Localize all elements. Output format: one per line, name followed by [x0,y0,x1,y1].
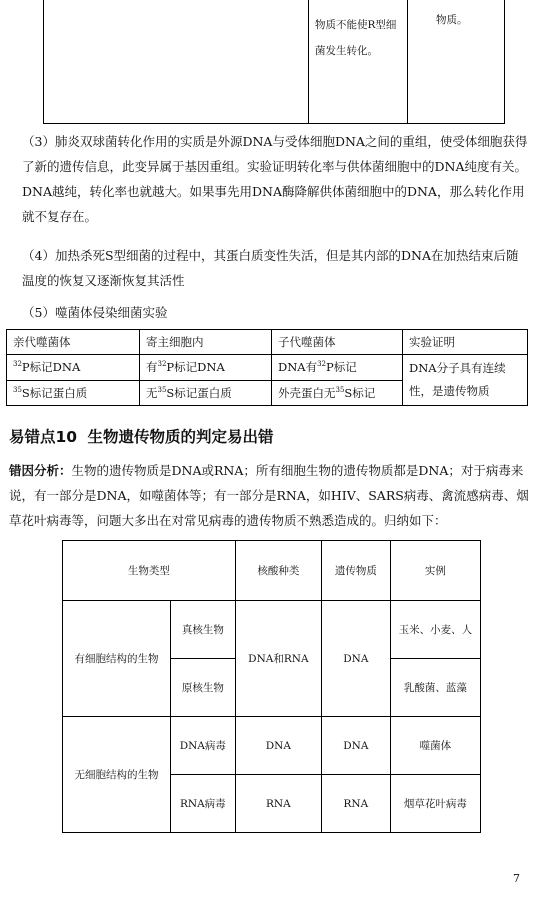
table-cell: DNA [322,717,391,775]
table-row [63,601,481,659]
section-heading: 易错点10 生物遗传物质的判定易出错 [9,428,274,446]
table-cell: 乳酸菌、蓝藻 [390,659,480,717]
table-cell: DNA病毒 [171,717,236,775]
top-table-empty-cell [44,0,309,124]
paragraph-4: （4）加热杀死S型细菌的过程中，其蛋白质变性失活，但是其内部的DNA在加热结束后随温度的恢复又逐渐恢复其活性 [22,248,519,288]
table-cell: 噬菌体 [390,717,480,775]
table-cell: RNA [235,775,321,833]
table-header-cell: 子代噬菌体 [272,330,403,355]
table-row [63,717,481,775]
genetic-material-summary-table [62,540,481,833]
table-cell: 真核生物 [171,601,236,659]
table-cell: 玉米、小麦、人 [390,601,480,659]
table-cell: DNA [322,601,391,717]
table-cell: 有$^{32}$P标记DNA [140,355,272,381]
paragraph-3: （3）肺炎双球菌转化作用的实质是外源DNA与受体细胞DNA之间的重组，使受体细胞获得了新的遗传信息，此变异属于基因重组。实验证明转化率与供体菌细胞中的DNA纯度有关。DNA越纯，转化率也就越大。如果事先用DNA酶降解供体菌细胞中的DNA，那么转化作用就不复存在。 [22,134,528,224]
phage-experiment-table [6,329,528,406]
table-cell: 无细胞结构的生物 [63,717,171,833]
top-table-cell-left: 物质不能使R型细菌发生转化。 [309,0,408,124]
table-cell: DNA和RNA [235,601,321,717]
table-cell: DNA有$^{32}$P标记 [272,355,403,381]
table-header-cell: 核酸种类 [235,541,321,601]
page-number: 7 [513,872,520,885]
paragraph-5: （5）噬菌体侵染细菌实验 [22,305,168,320]
table-header-cell: 遗传物质 [322,541,391,601]
table-cell: 烟草花叶病毒 [390,775,480,833]
table-header-cell: 实验证明 [403,330,528,355]
table-header-cell: 生物类型 [63,541,236,601]
table-header-row [63,541,481,601]
table-row [7,355,528,381]
table-cell: 原核生物 [171,659,236,717]
table-header-row [7,330,528,355]
table-header-cell: 亲代噬菌体 [7,330,140,355]
error-cause-paragraph: 错因分析：生物的遗传物质是DNA或RNA；所有细胞生物的遗传物质都是DNA；对于病毒来说，有一部分是DNA，如噬菌体等；有一部分是RNA，如HIV、SARS病毒、禽流感病毒、烟草花叶病毒等，问题大多出在对常见病毒的遗传物质不熟悉造成的。归纳如下： [9,463,529,528]
table-cell: 有细胞结构的生物 [63,601,171,717]
table-cell: DNA [235,717,321,775]
table-header-cell: 寄主细胞内 [140,330,272,355]
table-cell: $^{32}$P标记DNA [7,355,140,381]
table-header-cell: 实例 [390,541,480,601]
table-cell: $^{35}$S标记蛋白质 [7,380,140,406]
table-cell: 无$^{35}$S标记蛋白质 [140,380,272,406]
top-table-cell-right: 物质。 [408,0,505,124]
table-cell: RNA [322,775,391,833]
table-cell: 外壳蛋白无$^{35}$S标记 [272,380,403,406]
top-table-fragment [43,0,505,124]
conclusion-cell: DNA分子具有连续性，是遗传物质 [403,355,528,406]
table-cell: RNA病毒 [171,775,236,833]
